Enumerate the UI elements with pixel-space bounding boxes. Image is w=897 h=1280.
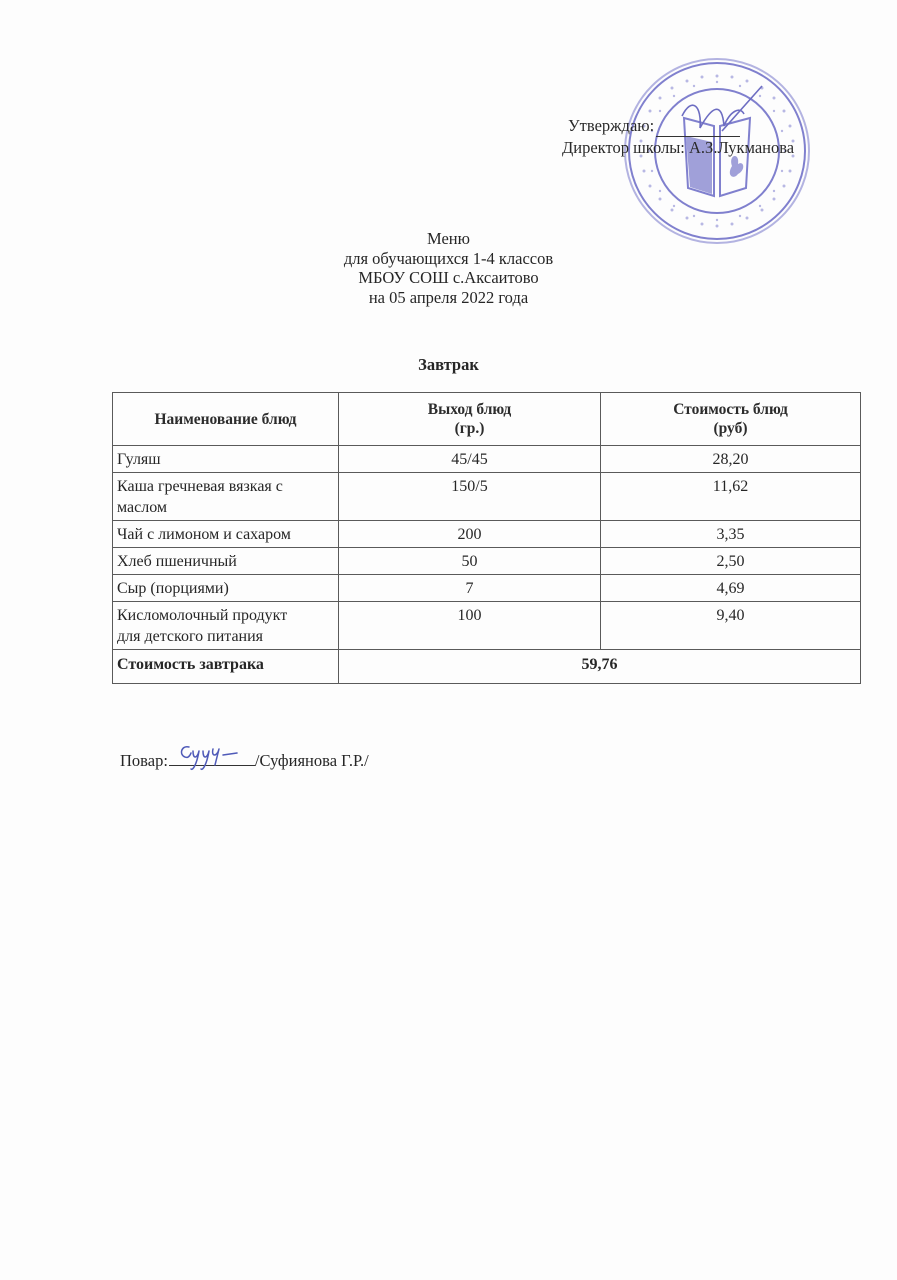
- dish-price: 2,50: [601, 548, 861, 575]
- table-row: [113, 602, 861, 650]
- approval-line: [562, 115, 794, 137]
- dish-weight: 150/5: [339, 473, 601, 521]
- dish-name: Сыр (порциями): [113, 575, 339, 602]
- dish-name: Хлеб пшеничный: [113, 548, 339, 575]
- dish-name: Каша гречневая вязкая с маслом: [113, 473, 339, 521]
- dish-price: 4,69: [601, 575, 861, 602]
- dish-price: 9,40: [601, 602, 861, 650]
- dish-weight: 200: [339, 521, 601, 548]
- school-name: МБОУ СОШ с.Аксаитово: [358, 268, 539, 287]
- director-signature-line: [656, 115, 740, 137]
- total-row: [113, 650, 861, 684]
- approval-block: [562, 115, 794, 158]
- column-header-price: Стоимость блюд (руб): [601, 393, 861, 446]
- document-audience: для обучающихся 1-4 классов: [343, 248, 554, 268]
- table-row: [113, 473, 861, 521]
- total-value: 59,76: [339, 650, 861, 684]
- cook-label: Повар:: [120, 751, 168, 770]
- dish-price: 11,62: [601, 473, 861, 521]
- document-title: Меню: [427, 229, 470, 248]
- dish-name: Гуляш: [113, 446, 339, 473]
- total-label: Стоимость завтрака: [113, 650, 339, 684]
- dish-weight: 50: [339, 548, 601, 575]
- table-header-row: [113, 393, 861, 446]
- document-header: [0, 229, 897, 307]
- column-header-weight: Выход блюд (гр.): [339, 393, 601, 446]
- dish-weight: 7: [339, 575, 601, 602]
- table-row: [113, 548, 861, 575]
- dish-name: Кисломолочный продукт для детского питания: [113, 602, 339, 650]
- cook-signature-block: [120, 747, 369, 771]
- dish-price: 3,35: [601, 521, 861, 548]
- meal-section-title: Завтрак: [418, 355, 479, 374]
- column-header-dish-name: Наименование блюд: [113, 393, 339, 446]
- handwritten-signature-icon: [177, 739, 249, 773]
- table-row: [113, 521, 861, 548]
- dish-weight: 45/45: [339, 446, 601, 473]
- cook-name: /Суфиянова Г.Р./: [254, 751, 369, 770]
- dish-name: Чай с лимоном и сахаром: [113, 521, 339, 548]
- menu-table: [112, 392, 861, 684]
- menu-date: на 05 апреля 2022 года: [368, 287, 529, 307]
- director-line: Директор школы: А.З.Лукманова: [562, 138, 795, 157]
- table-row: [113, 575, 861, 602]
- dish-weight: 100: [339, 602, 601, 650]
- table-row: [113, 446, 861, 473]
- cook-signature-line: [169, 747, 255, 766]
- dish-price: 28,20: [601, 446, 861, 473]
- approval-label: Утверждаю:: [568, 116, 655, 135]
